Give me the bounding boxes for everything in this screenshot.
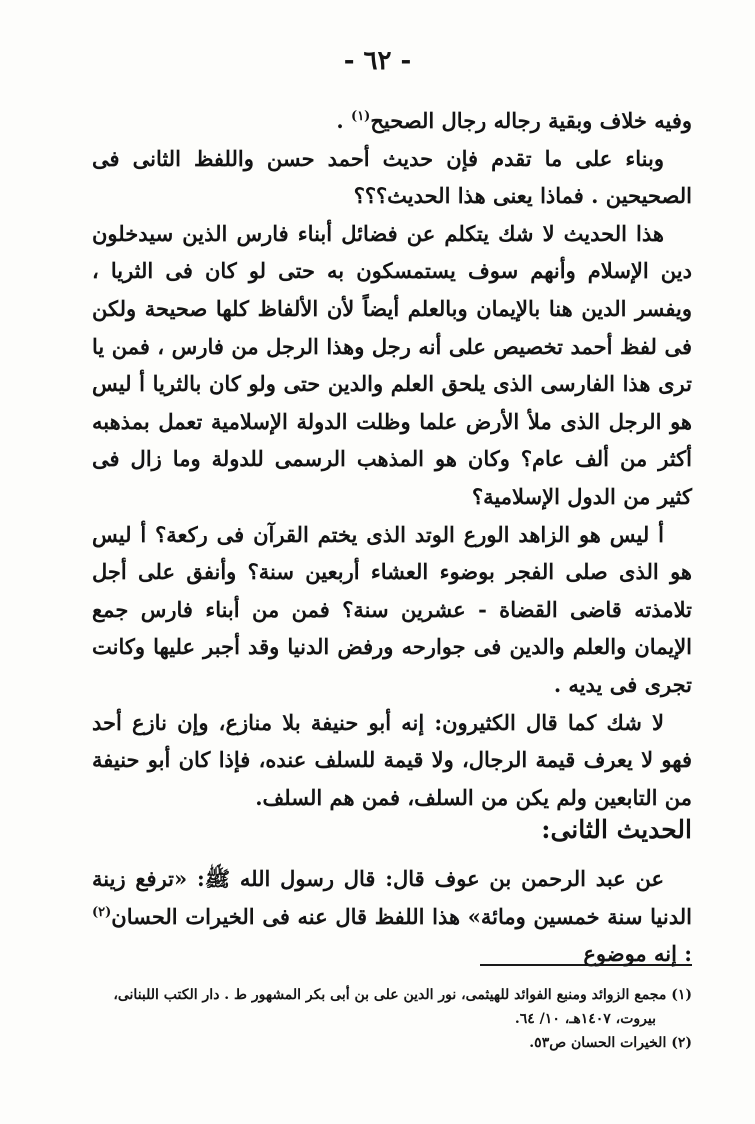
footnote-continuation: بيروت، ١٤٠٧هـ، ١٠/ ٦٤. <box>514 1011 656 1027</box>
main-text <box>92 102 692 816</box>
paragraph: أ ليس هو الزاهد الورع الوتد الذى يختم القرآن فى ركعة؟ أ ليس هو الذى صلى الفجر بوضوء العشاء أربعين سنة؟ وأنفق على أجل تلامذته قاضى القضاة - عشرين سنة؟ فمن من أبناء فارس جمع الإيمان والعلم والدين فى جوارحه ورفض الدنيا وقد أجبر عليها وكانت تجرى فى يديه . <box>92 521 692 697</box>
paragraph-text: وفيه خلاف وبقية رجاله رجال الصحيح <box>370 108 692 133</box>
paragraph: وبناء على ما تقدم فإن حديث أحمد حسن واللفظ الثانى فى الصحيحين . فماذا يعنى هذا الحديث؟؟؟ <box>92 145 692 209</box>
footnotes <box>92 983 692 1055</box>
paragraph: لا شك كما قال الكثيرون: إنه أبو حنيفة بلا منازع، وإن نازع أحد فهو لا يعرف قيمة الرجال، ولا قيمة للسلف عنده، فإذا كان أبو حنيفة من التابعين ولم يكن من السلف، فمن هم السلف. <box>92 709 692 810</box>
paragraph <box>92 102 692 140</box>
paragraph-tail: . <box>336 108 352 133</box>
paragraph-tail: : إنه موضوع <box>583 941 692 967</box>
footnote-divider <box>480 964 692 966</box>
paragraph-text: عن عبد الرحمن بن عوف قال: قال رسول الله ﷺ: «ترفع زينة الدنيا سنة خمسين ومائة» هذا اللفظ قال عنه فى الخيرات الحسان <box>92 866 692 929</box>
paragraph <box>92 860 692 973</box>
paragraph: هذا الحديث لا شك يتكلم عن فضائل أبناء فارس الذين سيدخلون دين الإسلام وأنهم سوف يستمسكون به حتى لو كان فى الثريا ، ويفسر الدين هنا بالإيمان وبالعلم أيضاً لأن الألفاظ كلها صحيحة ولكن فى لفظ أحمد تخصيص على أنه رجل وهذا الرجل من فارس ، فمن يا ترى هذا الفارسى الذى يلحق العلم والدين حتى ولو كان بالثريا أ ليس هو الرجل الذى ملأ الأرض علما وظلت الدولة الإسلامية تعمل بمذهبه أكثر من ألف عام؟ وكان هو المذهب الرسمى للدولة وما زال فى كثير من الدول الإسلامية؟ <box>92 220 692 509</box>
section-heading: الحديث الثانى: <box>541 815 692 844</box>
hadith-text <box>92 860 692 973</box>
footnote: (١) مجمع الزوائد ومنبع الفوائد للهيثمى، نور الدين على بن أبى بكر المشهور ط . دار الكتب اللبنانى، <box>113 987 692 1003</box>
footnote-ref[interactable]: (٢) <box>92 904 112 920</box>
footnote-ref[interactable]: (١) <box>351 109 371 124</box>
page-number: - ٦٢ - <box>343 46 412 76</box>
footnote: (٢) الخيرات الحسان ص٥٣. <box>529 1035 692 1051</box>
